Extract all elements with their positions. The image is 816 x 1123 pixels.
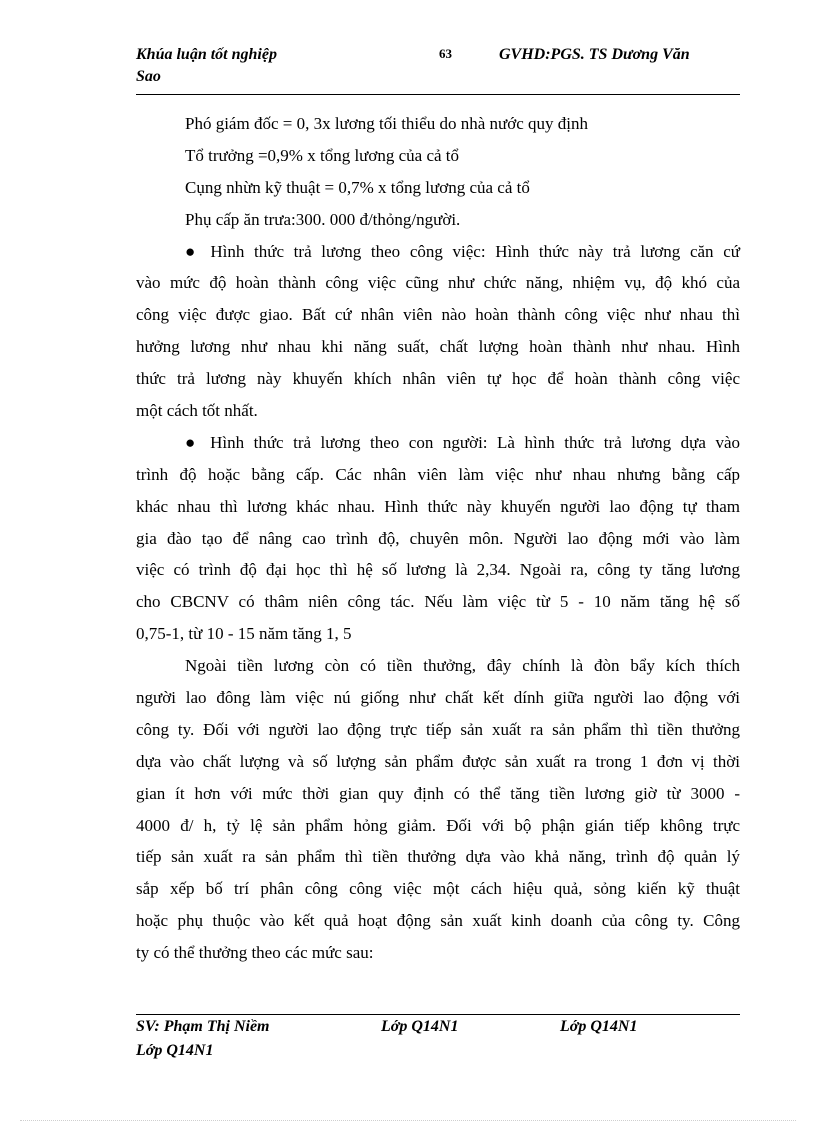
text-line: khác nhau thì lương khác nhau. Hình thức này khuyến người lao động tự tham (136, 496, 740, 516)
text-line: ty có thể thưởng theo các mức sau: (136, 943, 374, 963)
text-line: 4000 đ/ h, tỷ lệ sản phẩm hỏng giảm. Đối với bộ phận gián tiếp không trực (136, 815, 740, 835)
bullet-paragraph-line: ● Hình thức trả lương theo công việc: Hình thức này trả lương căn cứ (185, 241, 740, 261)
class-label: Lớp Q14N1 (381, 1018, 459, 1035)
text-line: Phụ cấp ăn trưa:300. 000 đ/thỏng/người. (185, 209, 461, 229)
page-footer (136, 1018, 740, 1068)
thesis-title: Khúa luận tốt nghiệp (136, 46, 277, 63)
text-line: gian ít hơn với mức thời gian quy định có thể tăng tiền lương giờ từ 3000 - (136, 783, 740, 803)
bullet-paragraph-line: ● Hình thức trả lương theo con người: Là hình thức trả lương dựa vào (185, 432, 740, 452)
text-line: gia đào tạo để nâng cao trình độ, chuyên môn. Người lao động mới vào làm (136, 528, 740, 548)
text-line: sắp xếp bố trí phân công công việc một cách hiệu quả, sỏng kiến kỹ thuật (136, 879, 740, 899)
header-divider (136, 94, 740, 95)
page-number: 63 (439, 46, 452, 61)
text-line: 0,75-1, từ 10 - 15 năm tăng 1, 5 (136, 624, 352, 644)
page-bottom-dotted-rule (20, 1120, 796, 1121)
class-label: Lớp Q14N1 (560, 1018, 638, 1035)
text-line: công ty. Đối với người lao động trực tiếp sản xuất ra sản phẩm thì tiền thưởng (136, 719, 740, 739)
paragraph-first-line: Ngoài tiền lương còn có tiền thưởng, đây chính là đòn bẩy kích thích (185, 656, 740, 676)
text-line: dựa vào chất lượng và số lượng sản phẩm được sản xuất ra trong 1 đơn vị thời (136, 751, 740, 771)
footer-divider (136, 1014, 740, 1015)
text-line: trình độ hoặc bằng cấp. Các nhân viên làm việc như nhau nhưng bằng cấp (136, 464, 740, 484)
text-line: công việc được giao. Bất cứ nhân viên nào hoàn thành công việc như nhau thì (136, 305, 740, 325)
text-line: Tổ trưởng =0,9% x tổng lương của cả tổ (185, 145, 460, 165)
text-line: người lao đông làm việc nú giống như chất kết dính giữa người lao động với (136, 688, 740, 708)
text-line: thức trả lương này khuyến khích nhân viên tự học để hoàn thành công việc (136, 369, 740, 389)
text-line: Phó giám đốc = 0, 3x lương tối thiểu do nhà nước quy định (185, 114, 588, 133)
text-line: tiếp sản xuất ra sản phẩm thì tiền thưởng dựa vào khả năng, trình độ quản lý (136, 847, 740, 867)
student-name: SV: Phạm Thị Niềm (136, 1018, 270, 1035)
text-line: Cụng nhừn kỹ thuật = 0,7% x tổng lương của cả tổ (185, 177, 530, 197)
text-line: hoặc phụ thuộc vào kết quả hoạt động sản xuất kinh doanh của công ty. Công (136, 911, 740, 931)
text-line: cho CBCNV có thâm niên công tác. Nếu làm việc từ 5 - 10 năm tăng hệ số (136, 592, 740, 612)
supervisor-name-continuation: Sao (136, 68, 161, 85)
class-label: Lớp Q14N1 (136, 1042, 214, 1059)
document-body (136, 108, 740, 969)
text-line: vào mức độ hoàn thành công việc cũng như chức năng, nhiệm vụ, độ khó của (136, 273, 740, 293)
text-line: hưởng lương như nhau khi năng suất, chất lượng hoàn thành như nhau. Hình (136, 337, 740, 357)
supervisor-name: GVHD:PGS. TS Dương Văn (499, 46, 690, 63)
text-line: việc có trình độ đại học thì hệ số lương là 2,34. Ngoài ra, công ty tăng lương (136, 560, 740, 580)
page-header (136, 44, 740, 94)
text-line: một cách tốt nhất. (136, 401, 258, 421)
